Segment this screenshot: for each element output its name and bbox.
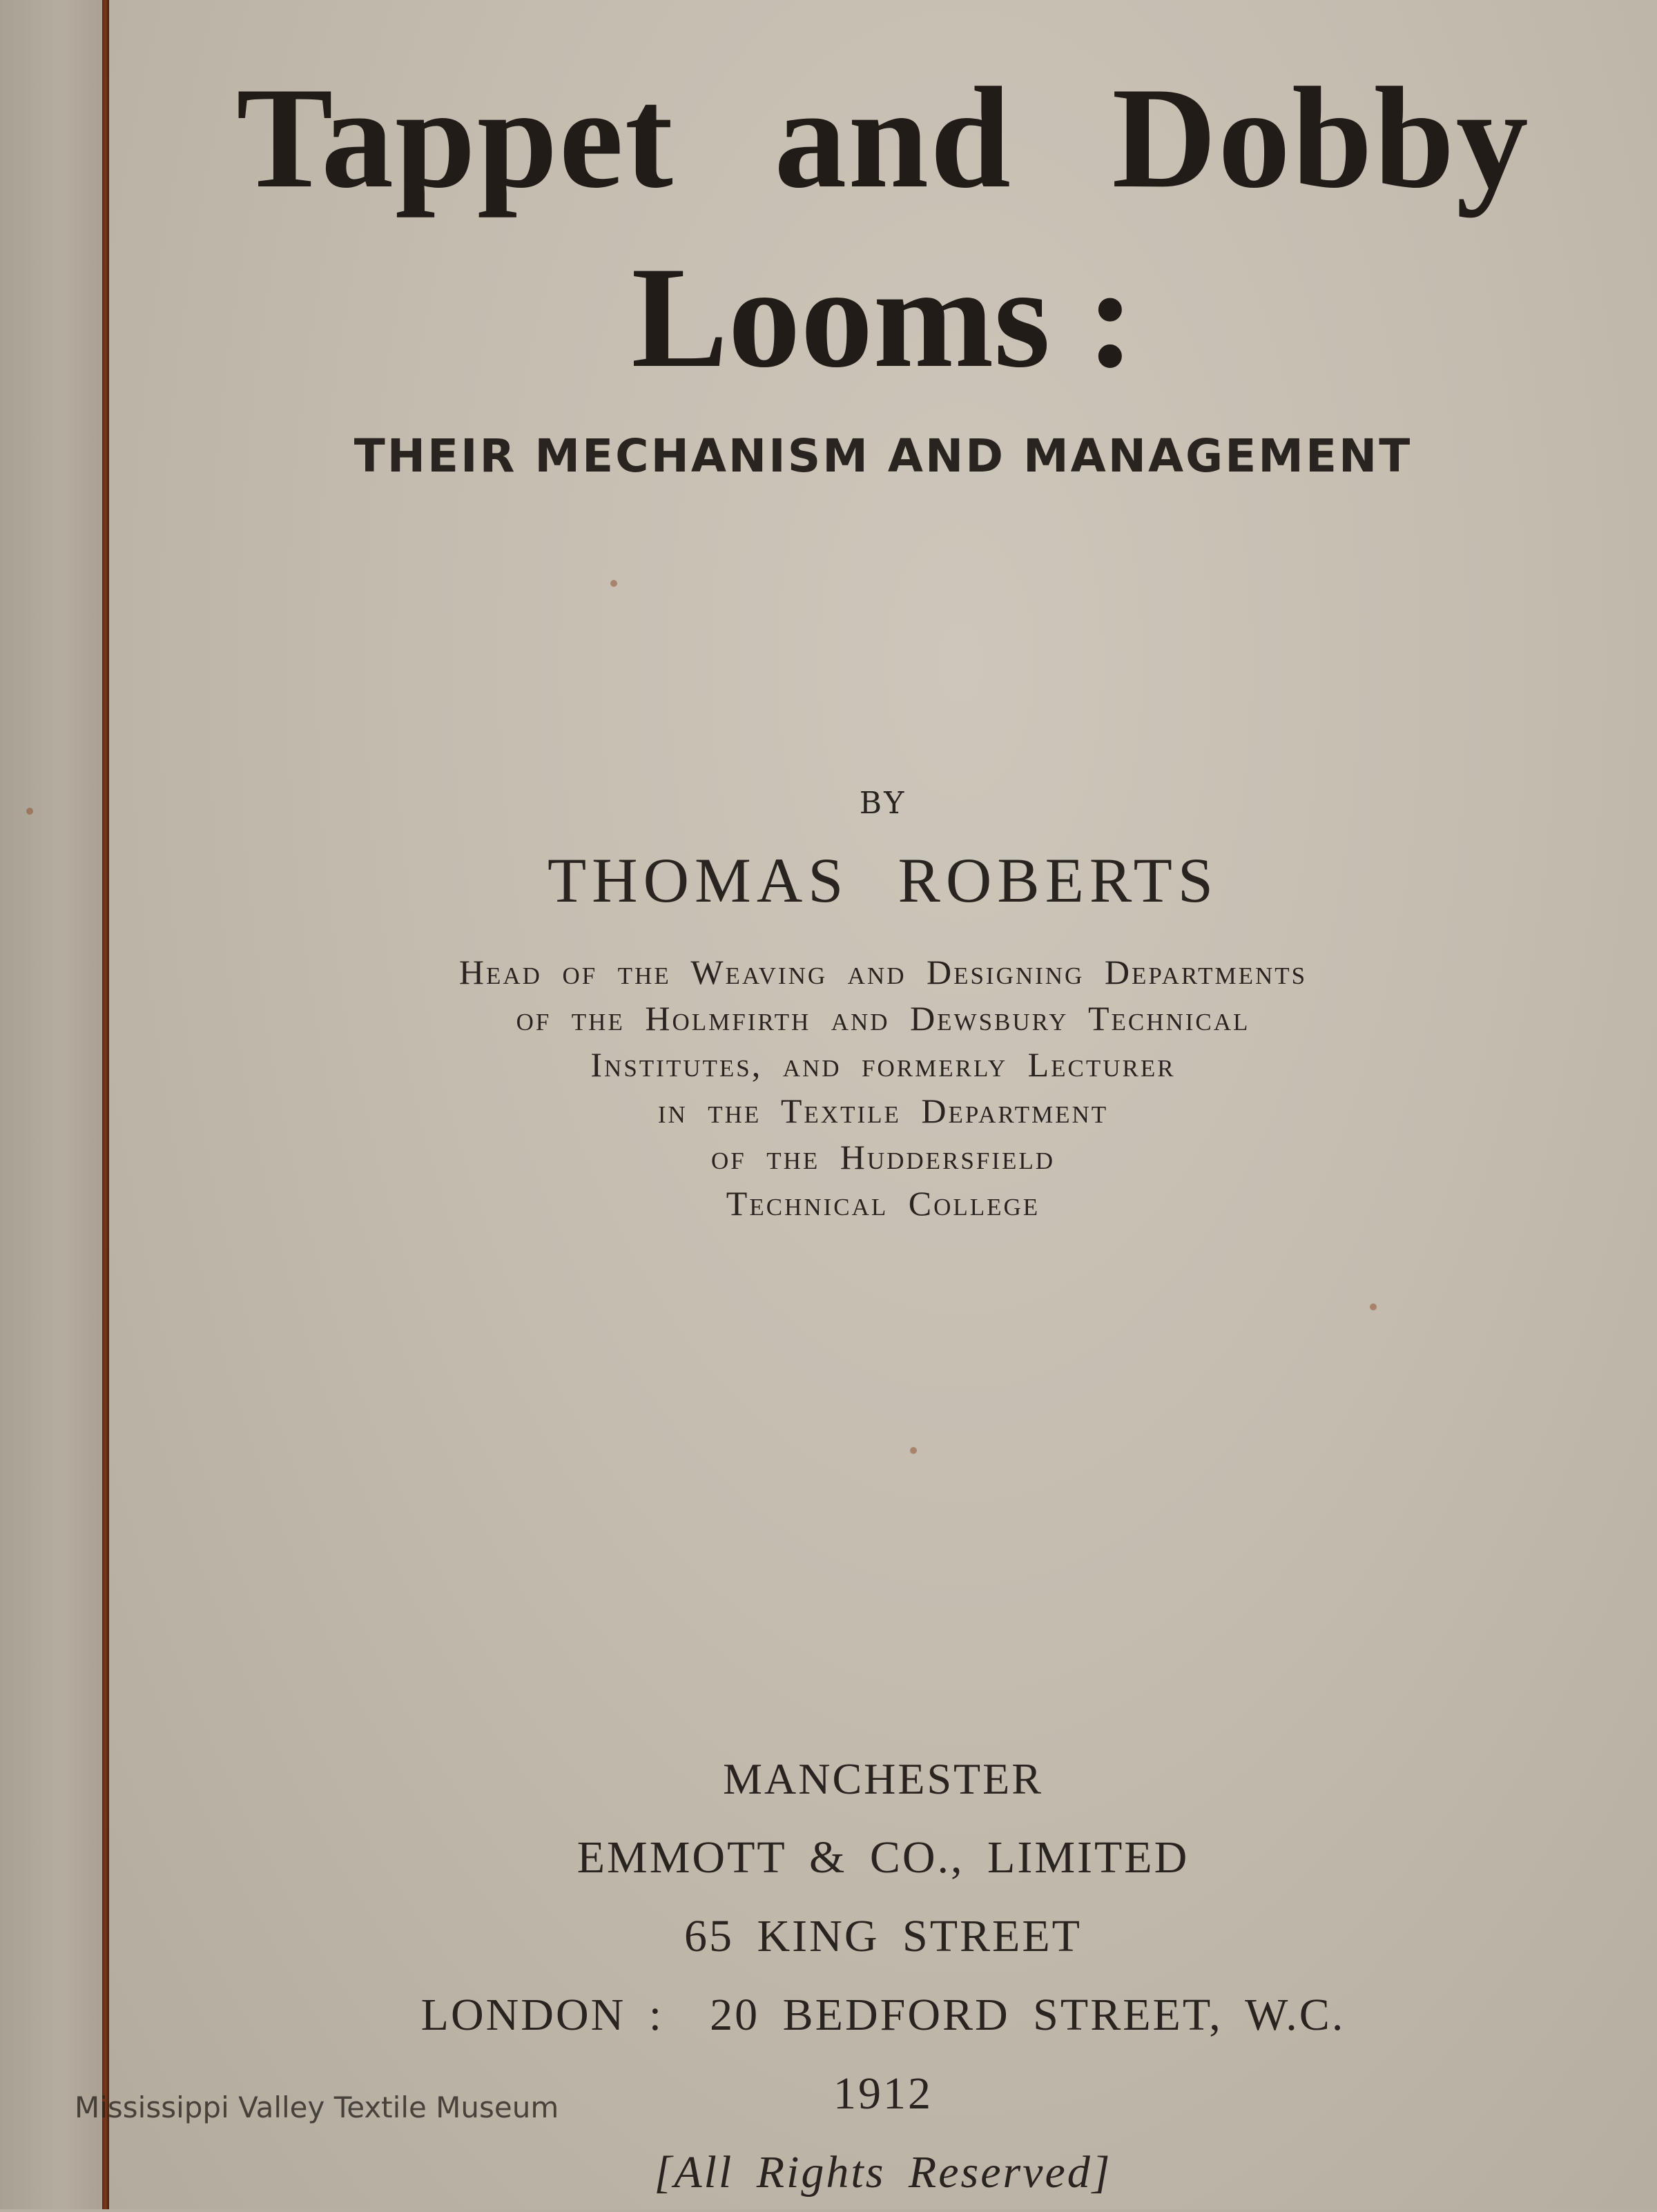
credentials-line: in the Textile Department [657, 1092, 1109, 1130]
museum-watermark: Mississippi Valley Textile Museum [75, 2090, 559, 2124]
publisher-address: 65 KING STREET [684, 1911, 1082, 1961]
book-gutter [102, 0, 109, 2209]
publisher-block [109, 1740, 1657, 2212]
credentials-line: of the Huddersfield [710, 1138, 1056, 1176]
publisher-city: MANCHESTER [723, 1754, 1043, 1803]
paper-speck [910, 1447, 917, 1454]
publication-year: 1912 [833, 2068, 933, 2119]
credentials-line: Institutes, and formerly Lecturer [590, 1045, 1176, 1084]
left-page-edge [0, 0, 102, 2209]
book-title-line-2: Looms : [631, 237, 1135, 398]
publisher-name: EMMOTT & CO., LIMITED [576, 1832, 1190, 1883]
byline-by: BY [859, 786, 907, 821]
author-credentials [109, 949, 1657, 1227]
credentials-line: Head of the Weaving and Designing Departments [458, 953, 1308, 991]
credentials-line: of the Holmfirth and Dewsbury Technical [516, 999, 1250, 1038]
publisher-london-address: LONDON : 20 BEDFORD STREET, W.C. [420, 1990, 1346, 2040]
author-name: THOMAS ROBERTS [547, 845, 1219, 915]
paper-speck [1370, 1303, 1377, 1310]
book-subtitle: THEIR MECHANISM AND MANAGEMENT [353, 429, 1413, 483]
paper-speck [26, 808, 33, 815]
rights-notice: [All Rights Reserved] [654, 2147, 1112, 2198]
paper-speck [610, 580, 617, 587]
book-title-line-1: Tappet and Dobby [236, 58, 1530, 218]
credentials-line: Technical College [726, 1184, 1040, 1223]
